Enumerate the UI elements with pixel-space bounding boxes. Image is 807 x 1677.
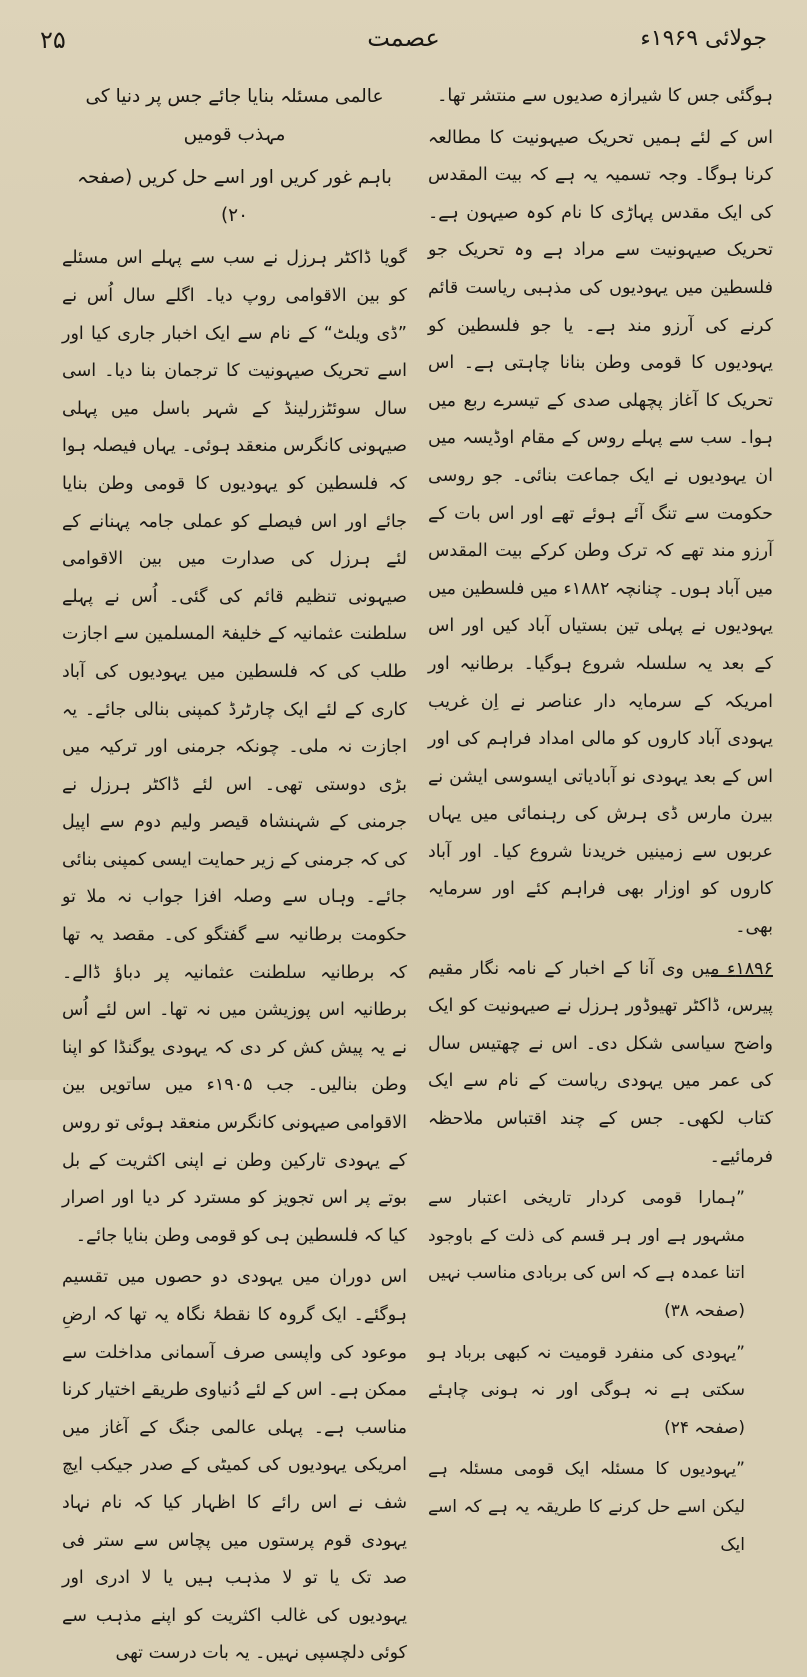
- quotation: ”یہودی کی منفرد قومیت نہ کبھی برباد ہو سکتی ہے نہ ہوگی اور نہ ہونی چاہئے (صفحہ ۲۴): [428, 1342, 745, 1438]
- left-column: [62, 78, 407, 1677]
- quote-continuation-line: باہم غور کریں اور اسے حل کریں (صفحہ ۲۰): [77, 167, 392, 226]
- paragraph: اس دوران میں یہودی دو حصوں میں تقسیم ہوگئے۔ ایک گروہ کا نقطۂ نگاہ یہ تھا کہ ارضِ موعود کی واپسی صرف آسمانی مداخلت سے ممکن ہے۔ اس کے لئے دُنیاوی طریقے اختیار کرنا مناسب ہے۔ پہلی عالمی جنگ کے آغاز میں امریکی یہودیوں کی کمیٹی کے صدر جیکب ایچ شف نے اس رائے کا اظہار کیا کہ نام نہاد یہودی قوم پرستوں میں پچاس سے ستر فی صد تک یا تو لا مذہب ہیں یا لا ادری اور یہودیوں کی غالب اکثریت کو اپنے مذہب سے کوئی دلچسپی نہیں۔ یہ بات درست تھی: [62, 1267, 407, 1664]
- paragraph: [428, 951, 773, 1177]
- quotation: ”یہودیوں کا مسئلہ ایک قومی مسئلہ ہے لیکن اسے حل کرنے کا طریقہ یہ ہے کہ اسے ایک: [428, 1459, 745, 1555]
- page-header: [40, 22, 767, 62]
- right-column: [428, 78, 773, 1568]
- page-number: ۲۵: [40, 26, 66, 54]
- quote-continuation-line: عالمی مسئلہ بنایا جائے جس پر دنیا کی مہذب قومیں: [85, 86, 384, 145]
- paragraph: گویا ڈاکٹر ہرزل نے سب سے پہلے اس مسئلے کو بین الاقوامی روپ دیا۔ اگلے سال اُس نے ”ڈی ویلٹ“ کے نام سے ایک اخبار جاری کیا اور اسے تحریک صیہونیت کا ترجمان بنا دیا۔ اسی سال سوئٹزرلینڈ کے شہر باسل میں پہلی صیہونی کانگرس منعقد ہوئی۔ یہاں فیصلہ ہوا کہ فلسطین کو یہودیوں کا قومی وطن بنایا جائے اور اس فیصلے کو عملی جامہ پہنانے کے لئے ہرزل کی صدارت میں بین الاقوامی صیہونی تنظیم قائم کی گئی۔ اُس نے پہلے سلطنت عثمانیہ کے خلیفۃ المسلمین سے اجازت طلب کی کہ فلسطین میں یہودیوں کی آباد کاری کے لئے ایک چارٹرڈ کمپنی بنالی جائے۔ یہ اجازت نہ ملی۔ چونکہ جرمنی اور ترکیہ میں بڑی دوستی تھی۔ اس لئے ڈاکٹر ہرزل نے جرمنی کے شہنشاہ قیصر ولیم دوم سے اپیل کی کہ جرمنی کے زیر حمایت ایسی کمپنی بنائی جائے۔ وہاں سے وصلہ افزا جواب نہ ملا تو حکومت برطانیہ سے گفتگو کی۔ مقصد یہ تھا کہ برطانیہ سلطنت عثمانیہ پر دباؤ ڈالے۔ برطانیہ اس پوزیشن میں نہ تھا۔ اس لئے اُس نے یہ پیش کش کر دی کہ یہودی یوگنڈا کو اپنا وطن بنالیں۔ جب ۱۹۰۵ء میں ساتویں بین الاقوامی صیہونی کانگرس منعقد ہوئی تو روس کے یہودی تارکین وطن نے اپنی اکثریت کے بل بوتے پر اس تجویز کو مسترد کر دیا اور اصرار کیا کہ فلسطین ہی کو قومی وطن بنایا جائے۔: [62, 248, 408, 1246]
- quotation: ”ہمارا قومی کردار تاریخی اعتبار سے مشہور ہے اور ہر قسم کی ذلت کے باوجود اتنا عمدہ ہے کہ اس کی بربادی مناسب نہیں (صفحہ ۳۸): [428, 1188, 745, 1321]
- year-lead-in: ۱۸۹۶ء میں: [691, 958, 773, 979]
- paragraph: ہوگئی جس کا شیرازہ صدیوں سے منتشر تھا۔: [437, 86, 773, 106]
- magazine-title: عصمت: [367, 24, 440, 52]
- paragraph-text: وی آنا کے اخبار کے نامہ نگار مقیم پیرس، ڈاکٹر تھیوڈور ہرزل نے صیہونیت کو ایک واضح سیاسی شکل دی۔ اس نے چھتیس سال کی عمر میں یہودی ریاست کے نام سے ایک کتاب لکھی۔ جس کے چند اقتباس ملاحظہ فرمائیے۔: [428, 958, 773, 1167]
- issue-date: جولائی ۱۹۶۹ء: [640, 26, 767, 51]
- paragraph: اس کے لئے ہمیں تحریک صیہونیت کا مطالعہ کرنا ہوگا۔ وجہ تسمیہ یہ ہے کہ بیت المقدس کی ایک مقدس پہاڑی کا نام کوہ صیہون ہے۔ تحریک صیہونیت سے مراد ہے وہ تحریک جو فلسطین میں یہودیوں کی مذہبی ریاست قائم کرنے کی آرزو مند ہے۔ یا جو فلسطین کو یہودیوں کا قومی وطن بنانا چاہتی ہے۔ اس تحریک کا آغاز پچھلی صدی کے تیسرے ربع میں ہوا۔ سب سے پہلے روس کے مقام اوڈیسہ میں ان یہودیوں نے ایک جماعت بنائی۔ جو روسی حکومت سے تنگ آئے ہوئے تھے اور اس بات کے آرزو مند تھے کہ ترک وطن کرکے بیت المقدس میں آباد ہوں۔ چنانچہ ۱۸۸۲ء میں فلسطین میں یہودیوں نے پہلی تین بستیاں آباد کیں اور اس کے بعد یہ سلسلہ شروع ہوگیا۔ برطانیہ اور امریکہ کے سرمایہ دار عناصر نے اِن غریب یہودی آباد کاروں کو مالی امداد فراہم کی اور اس کے بعد یہودی نو آبادیاتی ایسوسی ایشن نے بیرن مارس ڈی ہرش کی رہنمائی میں یہاں عربوں سے زمینیں خریدنا شروع کیا۔ اور آباد کاروں کو اوزار بھی فراہم کئے اور سرمایہ بھی۔: [428, 127, 773, 938]
